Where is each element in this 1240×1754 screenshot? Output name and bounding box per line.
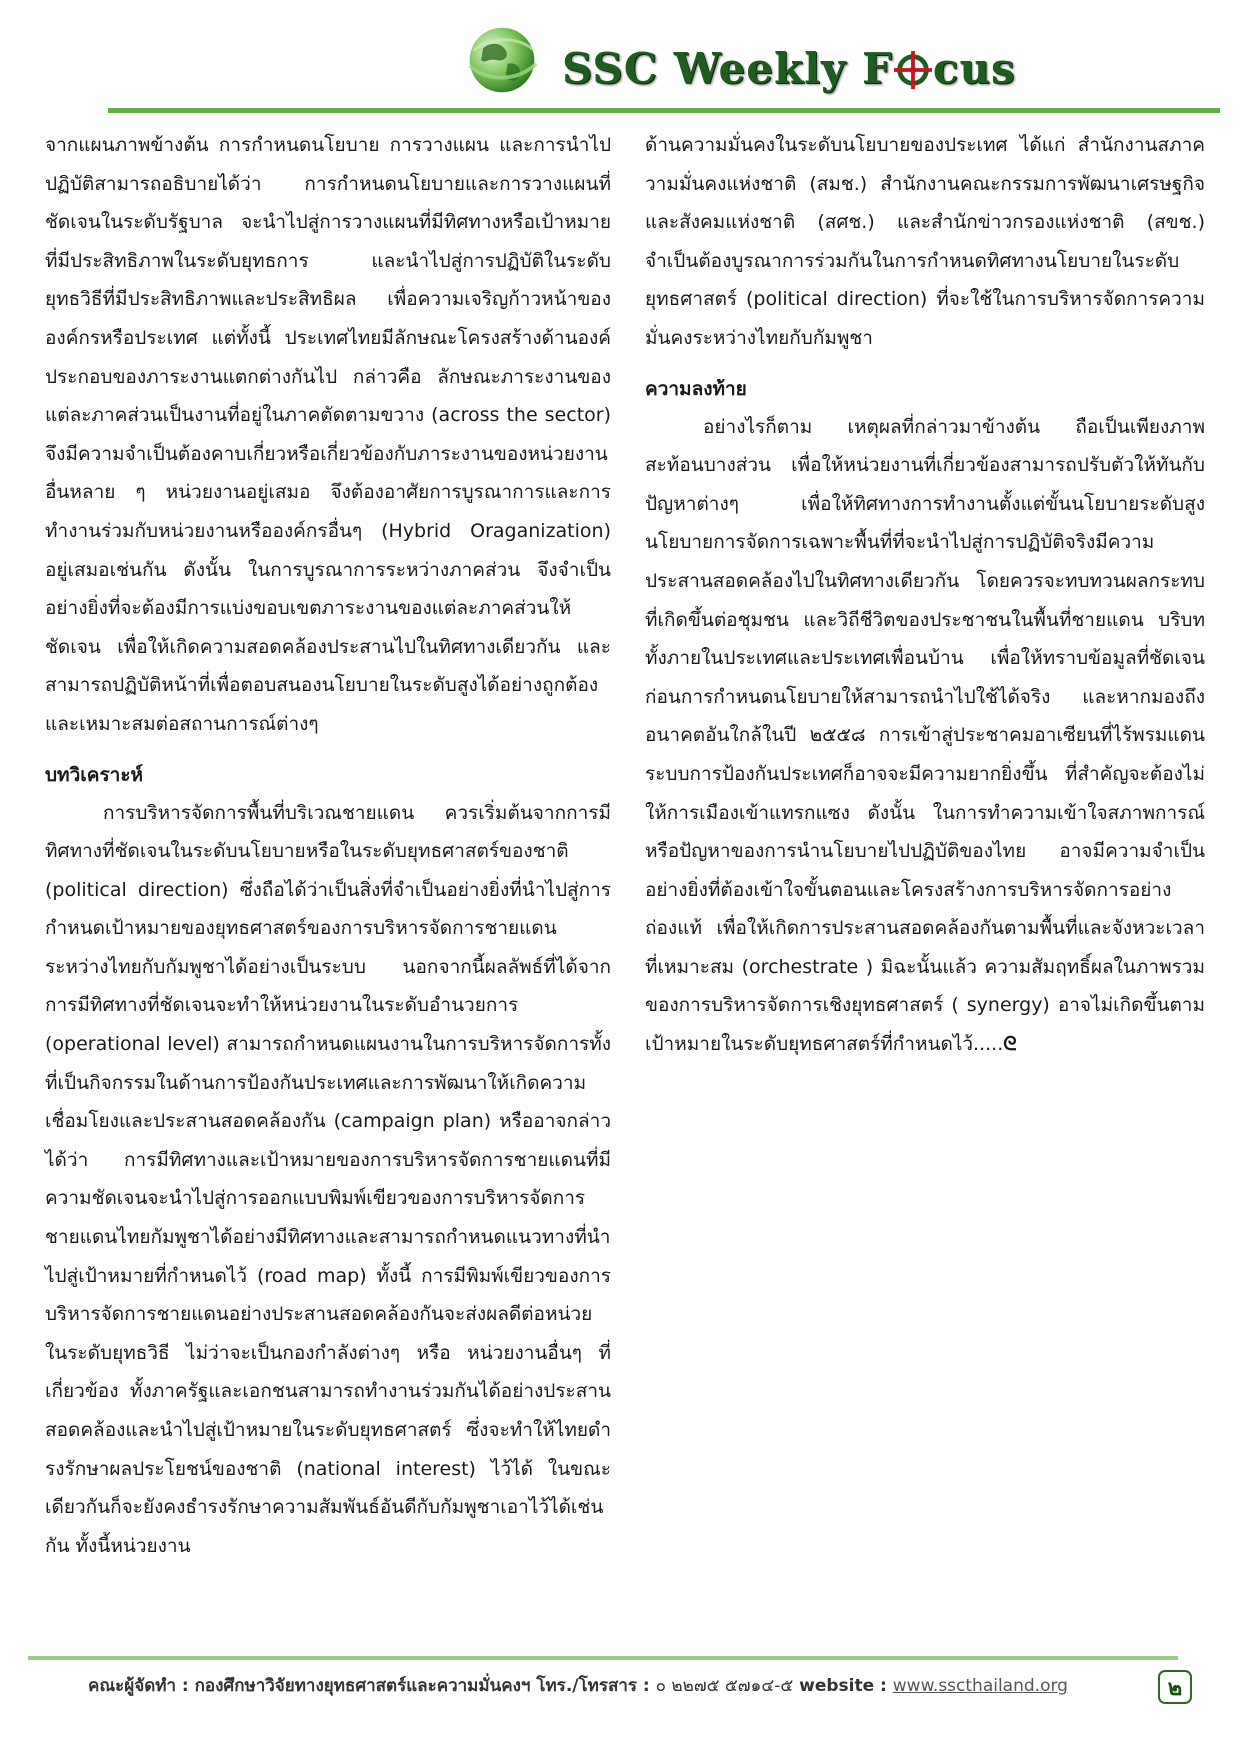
- page-footer: [88, 1672, 1068, 1699]
- footer-divider: [28, 1656, 1178, 1660]
- masthead-text-end: cus: [932, 44, 1016, 93]
- globe-icon: [464, 22, 540, 98]
- end-mark-icon: ᘓ: [1003, 1033, 1017, 1056]
- footer-website-link[interactable]: www.sscthailand.org: [892, 1676, 1068, 1696]
- left-paragraph-1: จากแผนภาพข้างต้น การกำหนดนโยบาย การวางแผน และการนำไปปฏิบัติสามารถอธิบายได้ว่า การกำหนดนโยบายและการวางแผนที่ชัดเจนในระดับรัฐบาล จะนำไปสู่การวางแผนที่มีทิศทางหรือเป้าหมายที่มีประสิทธิภาพในระดับยุทธการ และนำไปสู่การปฏิบัติในระดับยุทธวิธีที่มีประสิทธิภาพและประสิทธิผล เพื่อความเจริญก้าวหน้าขององค์กรหรือประเทศ แต่ทั้งนี้ ประเทศไทยมีลักษณะโครงสร้างด้านองค์ประกอบของภาระงานแตกต่างกันไป กล่าวคือ ลักษณะภาระงานของแต่ละภาคส่วนเป็นงานที่อยู่ในภาคตัดตามขวาง (across the sector) จึงมีความจำเป็นต้องคาบเกี่ยวหรือเกี่ยวข้องกับภาระงานของหน่วยงานอื่นหลาย ๆ หน่วยงานอยู่เสมอ จึงต้องอาศัยการบูรณาการและการทำงานร่วมกับหน่วยงานหรือองค์กรอื่นๆ (Hybrid Oraganization) อยู่เสมอเช่นกัน ดังนั้น ในการบูรณาการระหว่างภาคส่วน จึงจำเป็นอย่างยิ่งที่จะต้องมีการแบ่งขอบเขตภาระงานของแต่ละภาคส่วนให้ชัดเจน เพื่อให้เกิดความสอดคล้องประสานไปในทิศทางเดียวกัน และสามารถปฏิบัติหน้าที่เพื่อตอบสนองนโยบายในระดับสูงได้อย่างถูกต้องและเหมาะสมต่อสถานการณ์ต่างๆ: [45, 134, 611, 735]
- analysis-heading: บทวิเคราะห์: [45, 763, 144, 786]
- left-paragraph-2: การบริหารจัดการพื้นที่บริเวณชายแดน ควรเริ่มต้นจากการมีทิศทางที่ชัดเจนในระดับนโยบายหรือในระดับยุทธศาสตร์ของชาติ (political direction) ซึ่งถือได้ว่าเป็นสิ่งที่จำเป็นอย่างยิ่งที่นำไปสู่การกำหนดเป้าหมายของยุทธศาสตร์ของการบริหารจัดการชายแดนระหว่างไทยกับกัมพูชาได้อย่างเป็นระบบ นอกจากนี้ผลลัพธ์ที่ได้จากการมีทิศทางที่ชัดเจนจะทำให้หน่วยงานในระดับอำนวยการ (operational level) สามารถกำหนดแผนงานในการบริหารจัดการทั้งที่เป็นกิจกรรมในด้านการป้องกันประเทศและการพัฒนาให้เกิดความเชื่อมโยงและประสานสอดคล้องกัน (campaign plan) หรืออาจกล่าวได้ว่า การมีทิศทางและเป้าหมายของการบริหารจัดการชายแดนที่มีความชัดเจนจะนำไปสู่การออกแบบพิมพ์เขียวของการบริหารจัดการชายแดนไทยกัมพูชาได้อย่างมีทิศทางและสามารถกำหนดแนวทางที่นำไปสู่เป้าหมายที่กำหนดไว้ (road map) ทั้งนี้ การมีพิมพ์เขียวของการบริหารจัดการชายแดนอย่างประสานสอดคล้องกันจะส่งผลดีต่อหน่วยในระดับยุทธวิธี ไม่ว่าจะเป็นกองกำลังต่างๆ หรือ หน่วยงานอื่นๆ ที่เกี่ยวข้อง ทั้งภาครัฐและเอกชนสามารถทำงานร่วมกันได้อย่างประสานสอดคล้องและนำไปสู่เป้าหมายในระดับยุทธศาสตร์ ซึ่งจะทำให้ไทยดำรงรักษาผลประโยชน์ของชาติ (national interest) ไว้ได้ ในขณะเดียวกันก็จะยังคงธำรงรักษาความสัมพันธ์อันดีกับกัมพูชาเอาไว้ได้เช่นกัน ทั้งนี้หน่วยงาน: [45, 801, 611, 1557]
- footer-website-label: website :: [793, 1676, 893, 1696]
- conclusion-text: อย่างไรก็ตาม เหตุผลที่กล่าวมาข้างต้น ถือเป็นเพียงภาพสะท้อนบางส่วน เพื่อให้หน่วยงานที่เกี่ยวข้องสามารถปรับตัวให้ทันกับปัญหาต่างๆ เพื่อให้ทิศทางการทำงานตั้งแต่ขั้นนโยบายระดับสูง นโยบายการจัดการเฉพาะพื้นที่ที่จะนำไปสู่การปฏิบัติจริงมีความประสานสอดคล้องไปในทิศทางเดียวกัน โดยควรจะทบทวนผลกระทบที่เกิดขึ้นต่อชุมชน และวิถีชีวิตของประชาชนในพื้นที่ชายแดน บริบททั้งภายในประเทศและประเทศเพื่อนบ้าน เพื่อให้ทราบข้อมูลที่ชัดเจนก่อนการกำหนดนโยบายให้สามารถนำไปใช้ได้จริง และหากมองถึงอนาคตอันใกล้ในปี ๒๕๕๘ การเข้าสู่ประชาคมอาเซียนที่ไร้พรมแดน ระบบการป้องกันประเทศก็อาจจะมีความยากยิ่งขึ้น ที่สำคัญจะต้องไม่ให้การเมืองเข้าแทรกแซง ดังนั้น ในการทำความเข้าใจสภาพการณ์หรือปัญหาของการนำนโยบายไปปฏิบัติของไทย อาจมีความจำเป็นอย่างยิ่งที่ต้องเข้าใจขั้นตอนและโครงสร้างการบริหารจัดการอย่างถ่องแท้ เพื่อให้เกิดการประสานสอดคล้องกันตามพื้นที่และจังหวะเวลาที่เหมาะสม (orchestrate ) มิฉะนั้นแล้ว ความสัมฤทธิ์ผลในภาพรวมของการบริหารจัดการเชิงยุทธศาสตร์ ( synergy) อาจไม่เกิดขึ้นตามเป้าหมายในระดับยุทธศาสตร์ที่กำหนดไว้.....: [645, 415, 1205, 1056]
- masthead-text-start: SSC Weekly F: [562, 44, 893, 93]
- right-paragraph-1: ด้านความมั่นคงในระดับนโยบายของประเทศ ได้แก่ สำนักงานสภาความมั่นคงแห่งชาติ (สมช.) สำนักงานคณะกรรมการพัฒนาเศรษฐกิจและสังคมแห่งชาติ (สศช.) และสำนักข่าวกรองแห่งชาติ (สขช.) จำเป็นต้องบูรณาการร่วมกันในการกำหนดทิศทางนโยบายในระดับยุทธศาสตร์ (political direction) ที่จะใช้ในการบริหารจัดการความมั่นคงระหว่างไทยกับกัมพูชา: [645, 134, 1205, 349]
- right-paragraph-2: [645, 408, 1205, 1064]
- right-column: [645, 126, 1205, 1064]
- masthead-title: [562, 44, 1016, 104]
- page-number-badge: [1158, 1670, 1192, 1704]
- footer-producer: คณะผู้จัดทำ : กองศึกษาวิจัยทางยุทธศาสตร์และความมั่นคงฯ โทร./โทรสาร :: [88, 1676, 656, 1696]
- conclusion-heading: ความลงท้าย: [645, 377, 747, 400]
- header-divider: [108, 108, 1220, 113]
- crosshair-target-icon: [894, 51, 932, 89]
- footer-phone: ๐ ๒๒๗๕ ๕๗๑๔-๕: [655, 1676, 794, 1696]
- left-column: [45, 126, 611, 1565]
- page-header: [0, 0, 1240, 120]
- page-number: ๒: [1167, 1676, 1183, 1701]
